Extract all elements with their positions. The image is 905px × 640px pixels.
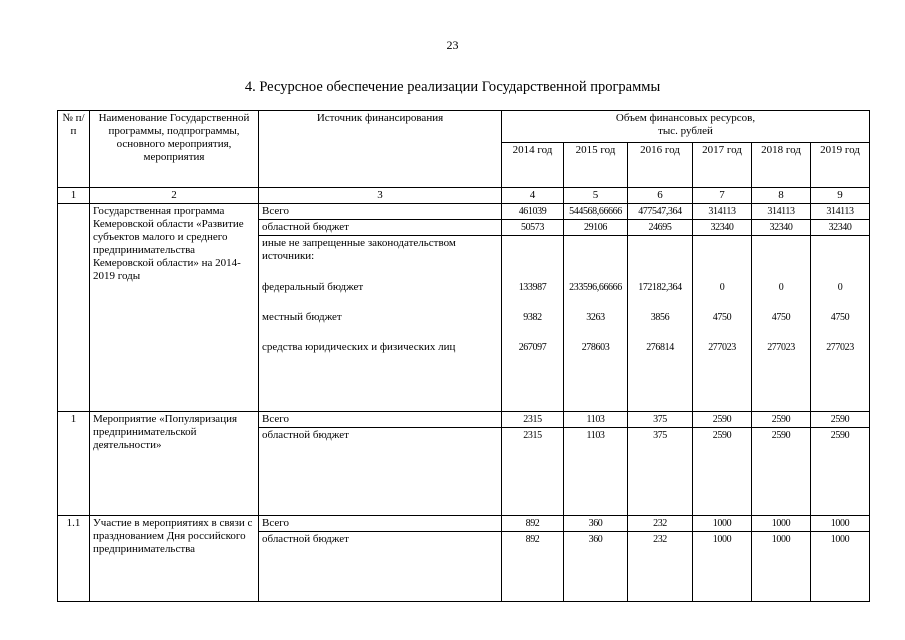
value-cell: 544568,66666 <box>564 204 628 220</box>
value-cell: 1000 <box>693 516 752 532</box>
value-cell: 375 <box>628 412 693 428</box>
table-row <box>58 516 870 532</box>
value-cell: 360 <box>564 516 628 532</box>
value-cell: 32340 <box>811 220 870 236</box>
measure-name: Мероприятие «Популяризация предпринимательской деятельности» <box>90 412 259 516</box>
value-cell: 1000 <box>811 516 870 532</box>
value-cell: 0 <box>811 280 870 310</box>
value-cell: 2315 <box>502 412 564 428</box>
value-cell: 276814 <box>628 340 693 412</box>
value-cell: 172182,364 <box>628 280 693 310</box>
value-cell: 2590 <box>811 412 870 428</box>
value-cell: 2315 <box>502 428 564 516</box>
value-cell: 477547,364 <box>628 204 693 220</box>
value-cell: 3263 <box>564 310 628 340</box>
header-year: 2016 год <box>628 143 693 188</box>
value-cell: 2590 <box>752 412 811 428</box>
value-cell <box>502 236 564 280</box>
column-number: 4 <box>502 188 564 204</box>
value-cell: 360 <box>564 532 628 602</box>
value-cell: 277023 <box>693 340 752 412</box>
value-cell: 4750 <box>752 310 811 340</box>
page-number: 23 <box>446 38 459 52</box>
value-cell: 278603 <box>564 340 628 412</box>
value-cell: 2590 <box>752 428 811 516</box>
column-number: 8 <box>752 188 811 204</box>
value-cell: 461039 <box>502 204 564 220</box>
value-cell: 232 <box>628 532 693 602</box>
value-cell: 32340 <box>693 220 752 236</box>
value-cell: 1000 <box>811 532 870 602</box>
value-cell: 892 <box>502 532 564 602</box>
value-cell: 1000 <box>693 532 752 602</box>
value-cell: 1000 <box>752 532 811 602</box>
header-volume <box>502 111 870 143</box>
value-cell <box>564 236 628 280</box>
header-year: 2019 год <box>811 143 870 188</box>
header-year: 2017 год <box>693 143 752 188</box>
value-cell: 2590 <box>693 412 752 428</box>
value-cell: 24695 <box>628 220 693 236</box>
header-volume-text: Объем финансовых ресурсов, тыс. рублей <box>615 112 756 137</box>
value-cell: 314113 <box>752 204 811 220</box>
value-cell <box>628 236 693 280</box>
source-label: местный бюджет <box>259 310 502 340</box>
source-label: областной бюджет <box>259 532 502 602</box>
value-cell: 4750 <box>811 310 870 340</box>
program-name: Государственная программа Кемеровской области «Развитие субъектов малого и среднего предпринимательства Кемеровской области» на 2014-2019 годы <box>90 204 259 412</box>
source-label: федеральный бюджет <box>259 280 502 310</box>
header-year: 2018 год <box>752 143 811 188</box>
source-label: Всего <box>259 516 502 532</box>
value-cell: 2590 <box>811 428 870 516</box>
source-label: областной бюджет <box>259 428 502 516</box>
value-cell: 133987 <box>502 280 564 310</box>
value-cell: 2590 <box>693 428 752 516</box>
measure-name: Участие в мероприятиях в связи с празднованием Дня российского предпринимательства <box>90 516 259 602</box>
program-number <box>58 204 90 412</box>
source-label: иные не запрещенные законодательством источники: <box>259 236 502 280</box>
column-number: 5 <box>564 188 628 204</box>
column-number: 6 <box>628 188 693 204</box>
value-cell: 267097 <box>502 340 564 412</box>
source-label: областной бюджет <box>259 220 502 236</box>
value-cell: 1103 <box>564 428 628 516</box>
header-source: Источник финансирования <box>259 111 502 188</box>
value-cell: 0 <box>693 280 752 310</box>
source-label: Всего <box>259 412 502 428</box>
value-cell: 375 <box>628 428 693 516</box>
value-cell: 1000 <box>752 516 811 532</box>
header-year: 2014 год <box>502 143 564 188</box>
value-cell: 314113 <box>811 204 870 220</box>
value-cell: 29106 <box>564 220 628 236</box>
value-cell: 50573 <box>502 220 564 236</box>
column-number: 7 <box>693 188 752 204</box>
column-number: 2 <box>90 188 259 204</box>
source-label: средства юридических и физических лиц <box>259 340 502 412</box>
value-cell <box>811 236 870 280</box>
value-cell: 314113 <box>693 204 752 220</box>
header-number: № п/п <box>58 111 90 188</box>
value-cell <box>693 236 752 280</box>
measure-number: 1 <box>58 412 90 516</box>
value-cell <box>752 236 811 280</box>
value-cell: 9382 <box>502 310 564 340</box>
value-cell: 233596,66666 <box>564 280 628 310</box>
column-number: 3 <box>259 188 502 204</box>
header-year: 2015 год <box>564 143 628 188</box>
value-cell: 277023 <box>752 340 811 412</box>
column-number: 9 <box>811 188 870 204</box>
value-cell: 232 <box>628 516 693 532</box>
value-cell: 1103 <box>564 412 628 428</box>
value-cell: 3856 <box>628 310 693 340</box>
header-name: Наименование Государственной программы, подпрограммы, основного мероприятия, мероприятия <box>90 111 259 188</box>
document-title: 4. Ресурсное обеспечение реализации Государственной программы <box>244 79 661 95</box>
value-cell: 32340 <box>752 220 811 236</box>
value-cell: 0 <box>752 280 811 310</box>
column-number: 1 <box>58 188 90 204</box>
table-row <box>58 412 870 428</box>
resource-table <box>57 110 870 602</box>
value-cell: 277023 <box>811 340 870 412</box>
value-cell: 4750 <box>693 310 752 340</box>
value-cell: 892 <box>502 516 564 532</box>
source-label: Всего <box>259 204 502 220</box>
measure-number: 1.1 <box>58 516 90 602</box>
table-row <box>58 204 870 220</box>
